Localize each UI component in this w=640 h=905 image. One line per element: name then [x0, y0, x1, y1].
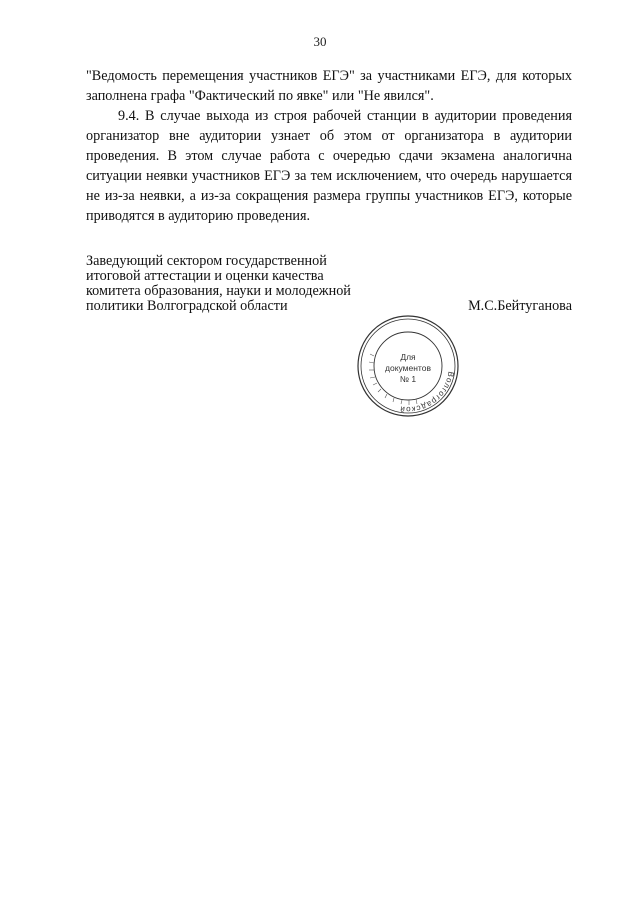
signer-position-line: Заведующий сектором государственной [86, 253, 327, 269]
stamp-ring-text: Волгоградской [398, 370, 456, 415]
signature-block [86, 254, 572, 314]
body-text [86, 66, 572, 226]
page-number: 30 [313, 34, 327, 49]
stamp-center-line: документов [385, 363, 431, 373]
stamp-seal-icon [356, 314, 460, 418]
official-stamp [356, 314, 460, 418]
paragraph-9-4: 9.4. В случае выхода из строя рабочей станции в аудитории проведения организатор вне аудитории узнает об этом от организатора в аудитории проведения. В этом случае работа с очередью сдачи экзамена аналогична ситуации неявки участников ЕГЭ за тем исключением, что очередь нарушается не из-за неявки, а из-за сокращения размера группы участников ЕГЭ, которые приводятся в аудиторию проведения. [86, 108, 572, 224]
stamp-center-line: № 1 [399, 374, 417, 384]
signer-name: М.С.Бейтуганова [468, 298, 572, 314]
signer-position-line: комитета образования, науки и молодежной [86, 283, 351, 299]
signer-position-line: политики Волгоградской области [86, 298, 288, 314]
paragraph-ved-list: "Ведомость перемещения участников ЕГЭ" за участниками ЕГЭ, для которых заполнена графа "Фактический по явке" или "Не явился". [86, 68, 572, 104]
signer-position-line: итоговой аттестации и оценки качества [86, 268, 324, 284]
stamp-center-line: Для [400, 352, 416, 362]
